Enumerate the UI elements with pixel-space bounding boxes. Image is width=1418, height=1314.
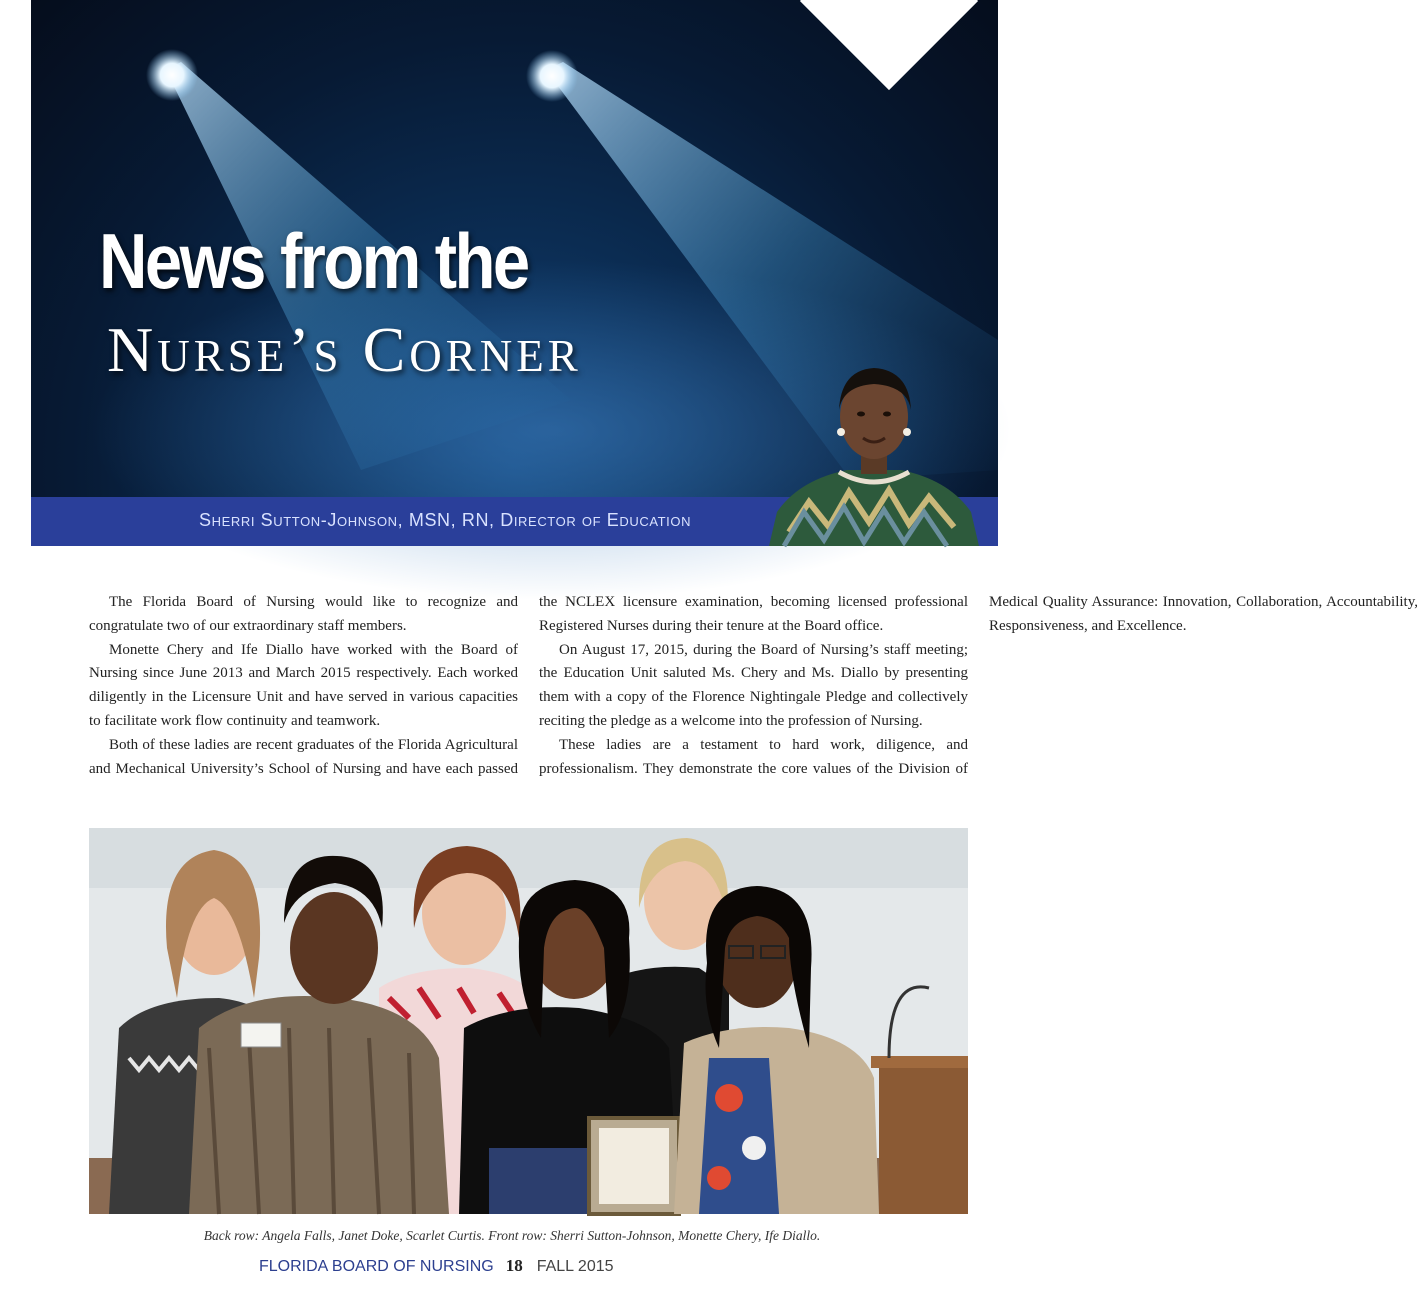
author-portrait: [769, 362, 979, 546]
article-paragraph: Both of these ladies are recent graduates of the Florida Agricultural and Mechanical University’s School of Nursing and have each passed the NCLEX licensure examination, becoming licensed professional Registered Nurses during their tenure at the Board office.: [89, 594, 968, 777]
page-number: 18: [505, 1256, 523, 1275]
page-footer: [259, 1256, 614, 1276]
footer-issue: FALL 2015: [536, 1258, 614, 1275]
group-photo: [89, 828, 968, 1214]
article-paragraph: These ladies are a testament to hard work, diligence, and professionalism. They demonstrate the core values of the Division of Medical Quality Assurance: Innovation, Collaboration, Accountability, Responsiveness, and Excellence.: [539, 594, 1418, 777]
header-banner: [31, 0, 998, 546]
footer-publication: FLORIDA BOARD OF NURSING: [259, 1258, 494, 1275]
photo-caption: Back row: Angela Falls, Janet Doke, Scarlet Curtis. Front row: Sherri Sutton-Johnson, Monette Chery, Ife Diallo.: [203, 1228, 821, 1243]
article-paragraph: The Florida Board of Nursing would like to recognize and congratulate two of our extraordinary staff members.: [89, 594, 518, 634]
article-body: [89, 591, 1418, 806]
author-byline: Sherri Sutton-Johnson, MSN, RN, Director of Education: [199, 510, 692, 530]
page-subtitle: Nurse’s Corner: [107, 314, 582, 385]
article-paragraph: Monette Chery and Ife Diallo have worked with the Board of Nursing since June 2013 and March 2015 respectively. Each worked diligently in the Licensure Unit and have served in various capacities to facilitate work flow continuity and teamwork.: [89, 641, 518, 729]
article-paragraph: On August 17, 2015, during the Board of Nursing’s staff meeting; the Education Unit saluted Ms. Chery and Ms. Diallo by presenting them with a copy of the Florence Nightingale Pledge and collectively reciting the pledge as a welcome into the profession of Nursing.: [539, 641, 968, 729]
page-title: News from the: [99, 217, 528, 305]
